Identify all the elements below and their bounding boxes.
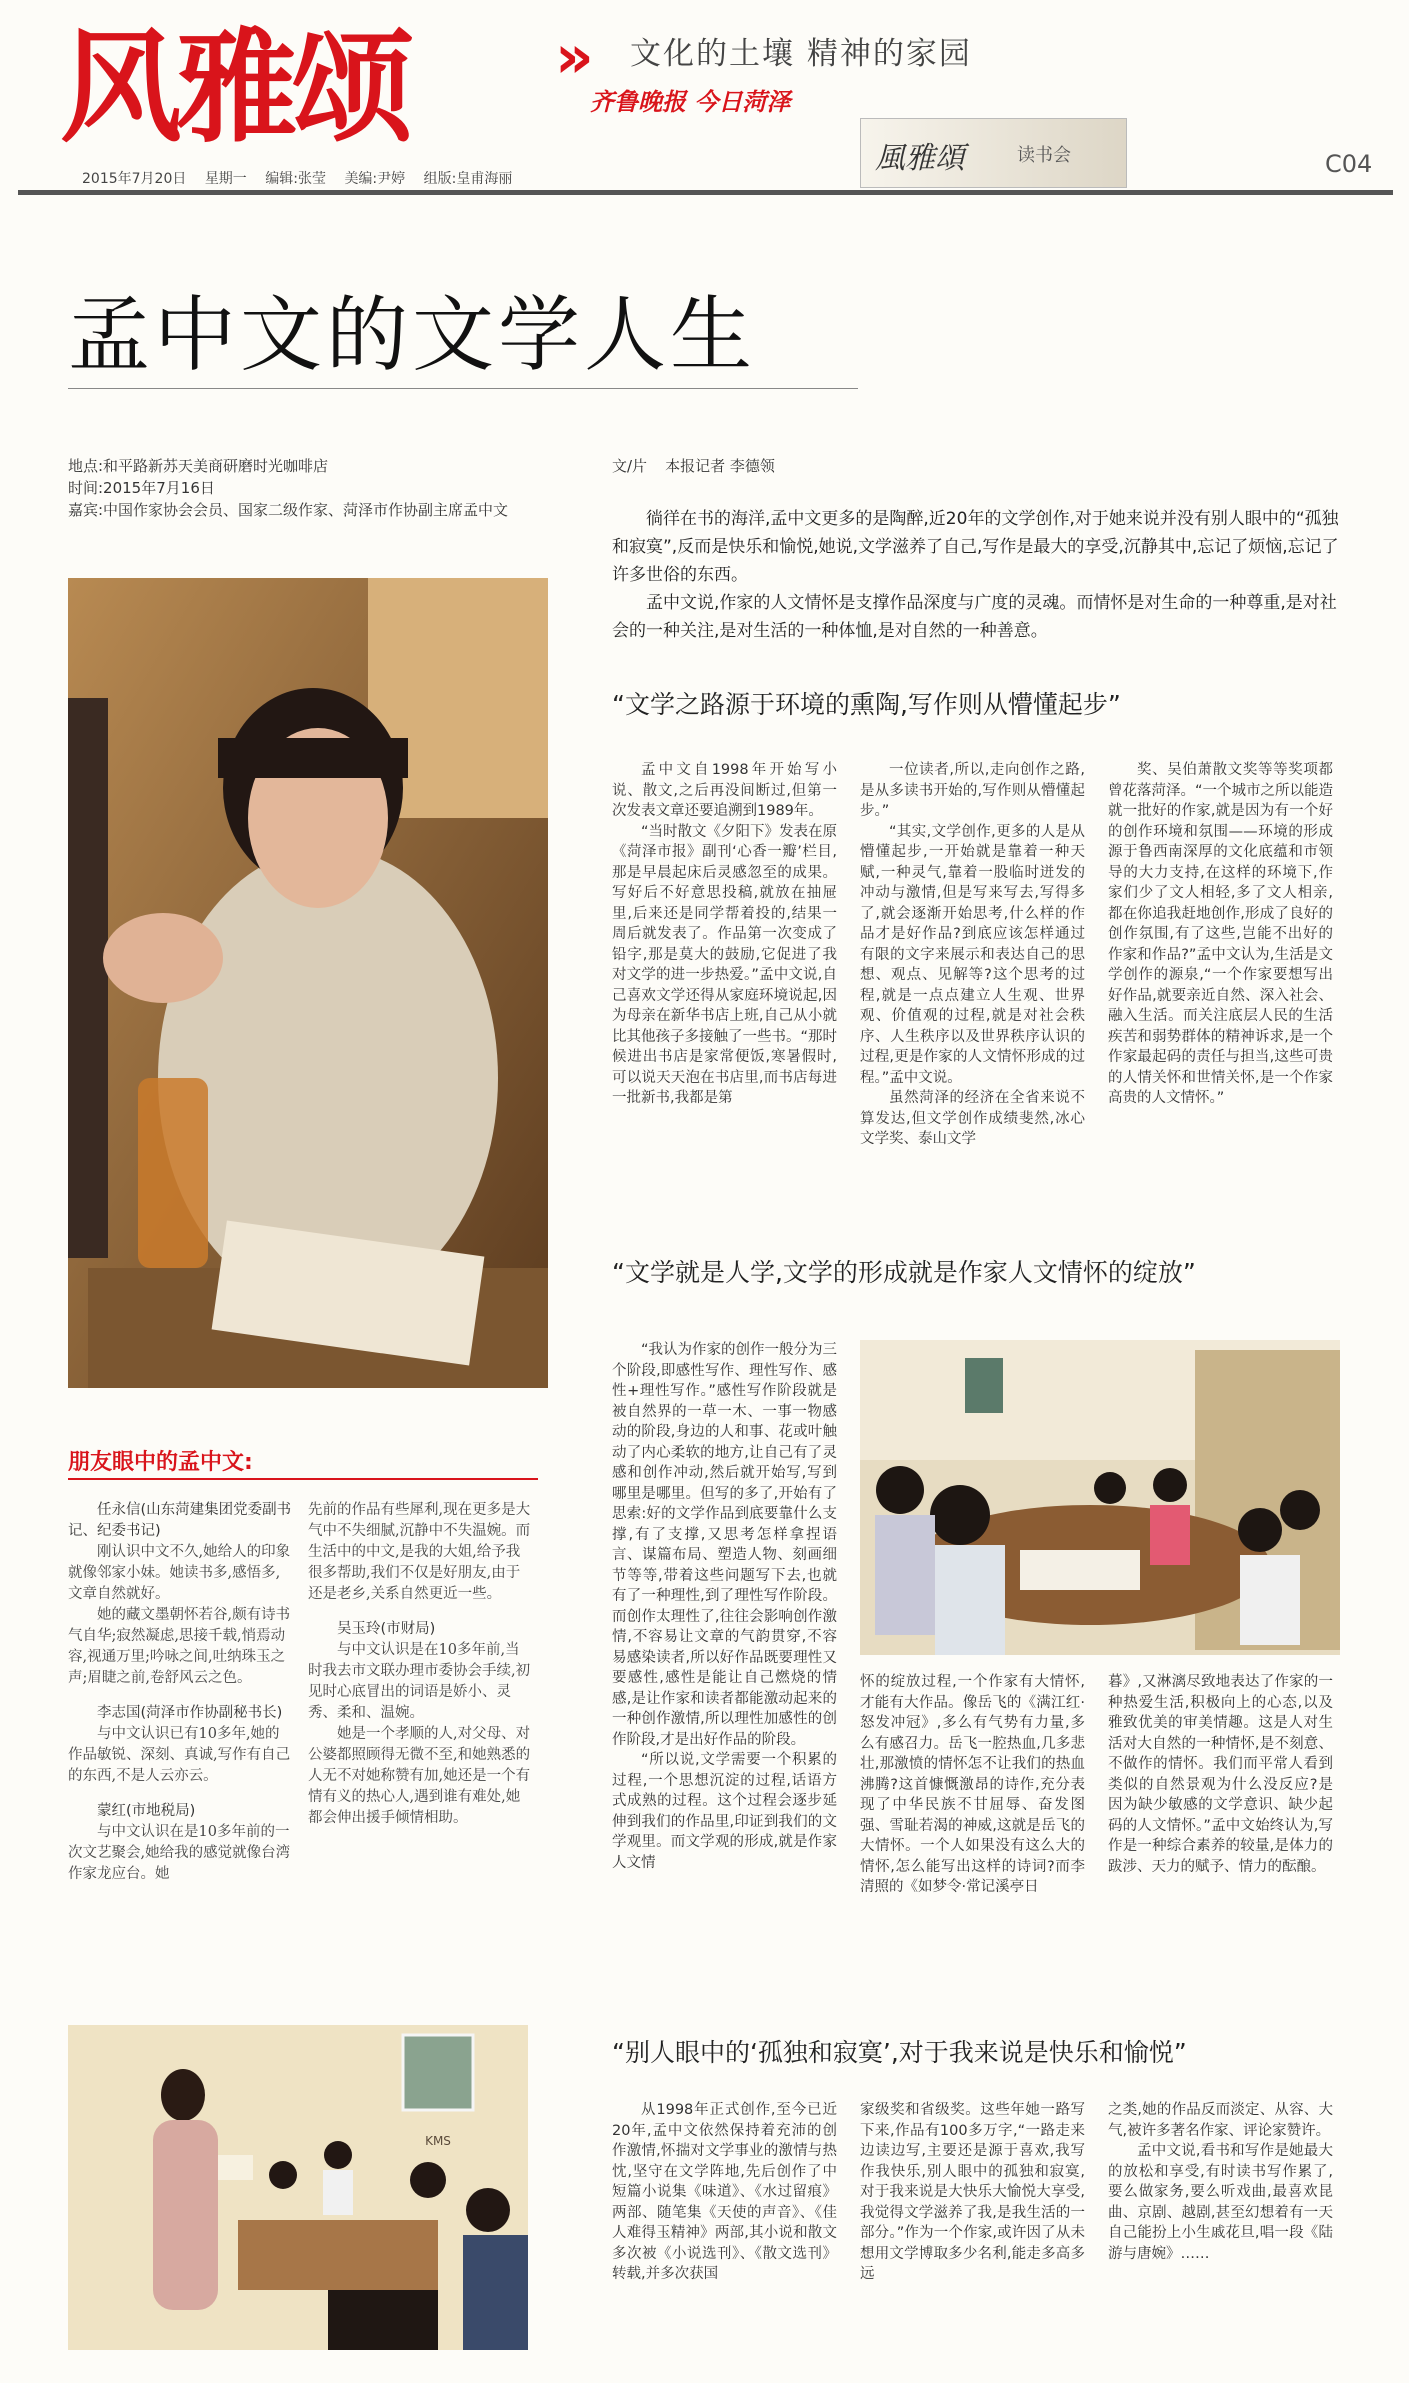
paragraph: 虽然菏泽的经济在全省来说不算发达,但文学创作成绩斐然,冰心文学奖、泰山文学 — [860, 1090, 1085, 1147]
section-heading: “文学就是人学,文学的形成就是作家人文情怀的绽放” — [612, 1258, 1196, 1287]
friend-quote: 她的藏文墨朝怀若谷,颇有诗书气自华;寂然凝虑,思接千载,悄焉动容,视通万里;吟咏之间,吐纳珠玉之声;眉睫之前,卷舒风云之色。 — [68, 1607, 291, 1686]
section-heading: “文学之路源于环境的熏陶,写作则从懵懂起步” — [612, 690, 1121, 719]
paragraph: 孟中文自1998年开始写小说、散文,之后再没间断过,但第一次发表文章还要追溯到1989年。 — [612, 762, 837, 819]
masthead-rule — [18, 190, 1393, 195]
byline — [612, 455, 775, 476]
paragraph: 一位读者,所以,走向创作之路,是从多读书开始的,写作则从懵懂起步。” — [860, 762, 1085, 819]
meeting-photo-image — [860, 1340, 1340, 1655]
intro-paragraph: 徜徉在书的海洋,孟中文更多的是陶醉,近20年的文学创作,对于她来说并没有别人眼中的“孤独和寂寞”,反而是快乐和愉悦,她说,文学滋养了自己,写作是最大的享受,沉静其中,忘记了烦恼,忘记了许多世俗的东西。 — [612, 509, 1339, 585]
issue-weekday: 星期一 — [204, 171, 247, 187]
reading-club-subtitle: 读书会 — [1017, 145, 1071, 166]
friend-quote: 她是一个孝顺的人,对父母、对公婆都照顾得无微不至,和她熟悉的人无不对她称赞有加,她还是一个有情有义的热心人,遇到谁有难处,她都会伸出援手倾情相助。 — [308, 1726, 531, 1826]
paragraph: 家级奖和省级奖。这些年她一路写下来,作品有100多万字,“一路走来边读边写,主要还是源于喜欢,我写作我快乐,别人眼中的孤独和寂寞,对于我来说是大快乐大愉悦大享受,我觉得文学滋养了我,是我生活的一部分。”作为一个作家,或许因了从未想用文学博取多少名利,能走多高多远 — [860, 2102, 1085, 2282]
paragraph: 孟中文说,看书和写作是她最大的放松和享受,有时读书写作累了,要么做家务,要么听戏曲,最喜欢昆曲、京剧、越剧,甚至幻想着有一天自己能扮上小生戚花旦,唱一段《陆游与唐婉》…… — [1108, 2143, 1333, 2262]
section-3-column — [860, 2100, 1085, 2285]
issue-date: 2015年7月20日 — [82, 171, 187, 187]
friends-column — [68, 1500, 293, 1885]
masthead-logo: 风雅颂 — [60, 15, 408, 159]
paragraph: “其实,文学创作,更多的人是从懵懂起步,一开始就是靠着一种天赋,一种灵气,靠着一股临时迸发的冲动与激情,但是写来写去,写得多了,就会逐渐开始思考,什么样的作品才是好作品?到底应该怎样通过有限的文字来展示和表达自己的思想、观点、见解等?这个思考的过程,就是一点点建立人生观、世界观、价值观的过程,就是对社会秩序、人生秩序以及世界秩序认识的过程,更是作家的人文情怀形成的过程。”孟中文说。 — [860, 823, 1085, 1086]
paragraph: 暮》,又淋漓尽致地表达了作家的一种热爱生活,积极向上的心态,以及雅致优美的审美情趣。这是人对生活对大自然的一种情怀,是不刻意、不做作的情怀。我们而平常人看到类似的自然景观为什么没反应?是因为缺少敏感的文学意识、缺少起码的人文情怀。”孟中文始终认为,写作是一种综合素养的较量,是体力的跋涉、天力的赋予、情力的酝酿。 — [1108, 1674, 1333, 1875]
section-2-column — [1108, 1672, 1333, 1877]
friend-quote: 先前的作品有些犀利,现在更多是大气中不失细腻,沉静中不失温婉。而生活中的中文,是我的大姐,给予我很多帮助,我们不仅是好朋友,由于还是老乡,关系自然更近一些。 — [308, 1502, 531, 1602]
portrait-photo — [68, 578, 548, 1388]
friends-title: 朋友眼中的孟中文: — [68, 1450, 253, 1475]
paragraph: “我认为作家的创作一般分为三个阶段,即感性写作、理性写作、感性+理性写作。”感性写作阶段就是被自然界的一草一木、一事一物感动的阶段,身边的人和事、花或叶触动了内心柔软的地方,让自己有了灵感和创作冲动,然后就开始写,写到哪里是哪里。但写的多了,开始有了思索:好的文学作品到底要靠什么支撑,有了支撑,又思考怎样拿捏语言、谋篇布局、塑造人物、刻画细节等等,带着这些问题写下去,也就有了一种理性,到了理性写作阶段。而创作太理性了,往往会影响创作激情,不容易让文章的气韵贯穿,不容易感染读者,所以好作品既要理性又要感性,感性是能让自己燃烧的情感,是让作家和读者都能激动起来的一种创作激情,所以理性加感性的创作阶段,才是出好作品的阶段。 — [612, 1342, 838, 1748]
byline-label: 文/片 — [612, 457, 648, 475]
issue-designer: 美编:尹婷 — [344, 171, 406, 187]
paragraph: “所以说,文学需要一个积累的过程,一个思想沉淀的过程,话语方式成熟的过程。这个过程会逐步延伸到我们的作品里,印证到我们的文学观里。而文学观的形成,就是作家人文情 — [612, 1752, 837, 1871]
reading-club-title: 風雅頌 — [875, 141, 965, 176]
section-1-column — [860, 760, 1085, 1150]
section-3-column — [1108, 2100, 1333, 2264]
friend-quote: 刚认识中文不久,她给人的印象就像邻家小妹。她读书多,感悟多,文章自然就好。 — [68, 1544, 291, 1602]
headline-rule — [68, 388, 858, 389]
page-number: C04 — [1325, 150, 1373, 178]
page-title: 孟中文的文学人生 — [68, 288, 757, 383]
friend-quote: 与中文认识在是10多年前的一次文艺聚会,她给我的感觉就像台湾作家龙应台。她 — [68, 1824, 291, 1882]
paragraph: “当时散文《夕阳下》发表在原《菏泽市报》副刊‘心香一瓣’栏目,那是早晨起床后灵感忽至的成果。写好后不好意思投稿,就放在抽屉里,后来还是同学帮着投的,结果一周后就发表了。作品第一次变成了铅字,那是莫大的鼓励,它促进了我对文学的进一步热爱。”孟中文说,自己喜欢文学还得从家庭环境说起,因为母亲在新华书店上班,自己从小就比其他孩子多接触了一些书。“那时候进出书店是家常便饭,寒暑假时,可以说天天泡在书店里,而书店每进一批新书,我都是第 — [612, 823, 838, 1106]
friends-rule — [68, 1478, 538, 1480]
event-place: 地点:和平路新苏天美商研磨时光咖啡店 — [68, 457, 329, 475]
reading-club-banner — [860, 118, 1127, 188]
meeting-photo — [860, 1340, 1340, 1655]
friends-column — [308, 1500, 533, 1829]
section-1-column — [612, 760, 837, 1109]
section-3-column — [612, 2100, 837, 2285]
portrait-photo-image — [68, 578, 548, 1388]
reading-session-photo — [68, 2025, 528, 2350]
intro — [612, 505, 1342, 645]
section-heading: “别人眼中的‘孤独和寂寞’,对于我来说是快乐和愉悦” — [612, 2038, 1187, 2067]
issue-editor: 编辑:张莹 — [265, 171, 326, 187]
wall-sign-text: KMS — [425, 2134, 451, 2148]
event-time: 时间:2015年7月16日 — [68, 479, 215, 497]
paragraph: 怀的绽放过程,一个作家有大情怀,才能有大作品。像岳飞的《满江红·怒发冲冠》,多么有气势有力量,多么有感召力。岳飞一腔热血,几多悲壮,那激愤的情怀怎不让我们的热血沸腾?这首慷慨激昂的诗作,充分表现了中华民族不甘屈辱、奋发图强、雪耻若渴的神威,这就是岳飞的大情怀。一个人如果没有这么大的情怀,怎么能写出这样的诗词?而李清照的《如梦令·常记溪亭日 — [860, 1674, 1085, 1895]
friend-name: 任永信(山东菏建集团党委副书记、纪委书记) — [68, 1502, 292, 1539]
friend-name: 蒙红(市地税局) — [97, 1803, 196, 1819]
chevron-icon: » — [555, 22, 594, 92]
byline-reporters: 本报记者 李德领 — [665, 457, 775, 475]
masthead-slogan: 文化的土壤 精神的家园 — [630, 36, 972, 72]
intro-paragraph: 孟中文说,作家的人文情怀是支撑作品深度与广度的灵魂。而情怀是对生命的一种尊重,是对社会的一种关注,是对生活的一种体恤,是对自然的一种善意。 — [612, 593, 1337, 641]
issue-meta — [82, 168, 526, 188]
friend-quote: 与中文认识是在10多年前,当时我去市文联办理市委协会手续,初见时心底冒出的词语是娇小、灵秀、柔和、温婉。 — [308, 1642, 531, 1721]
reading-session-photo-image — [68, 2025, 528, 2350]
paper-name: 齐鲁晚报 今日菏泽 — [590, 88, 791, 116]
section-1-column — [1108, 760, 1333, 1109]
paragraph: 从1998年正式创作,至今已近20年,孟中文依然保持着充沛的创作激情,怀揣对文学事业的激情与热忱,坚守在文学阵地,先后创作了中短篇小说集《味道》、《水过留痕》两部、随笔集《天使的声音》、《佳人难得玉精神》两部,其小说和散文多次被《小说选刊》、《散文选刊》转载,并多次获国 — [612, 2102, 837, 2282]
event-guest: 嘉宾:中国作家协会会员、国家二级作家、菏泽市作协副主席孟中文 — [68, 501, 509, 519]
issue-layout: 组版:皇甫海丽 — [423, 171, 513, 187]
friend-name: 李志国(菏泽市作协副秘书长) — [97, 1705, 283, 1721]
event-info — [68, 455, 508, 521]
paragraph: 奖、吴伯萧散文奖等等奖项都曾花落菏泽。“一个城市之所以能造就一批好的作家,就是因为有一个好的创作环境和氛围——环境的形成源于鲁西南深厚的文化底蕴和市领导的大力支持,在这样的环境下,作家们少了文人相轻,多了文人相亲,都在你追我赶地创作,形成了良好的创作氛围,有了这些,岂能不出好的作家和作品?”孟中文认为,生活是文学创作的源泉,“一个作家要想写出好作品,就要亲近自然、深入社会、融入生活。而关注底层人民的生活疾苦和弱势群体的精神诉求,是一个作家最起码的责任与担当,这些可贵的人情关怀和世情关怀,是一个作家高贵的人文情怀。” — [1108, 762, 1334, 1106]
friend-quote: 与中文认识已有10多年,她的作品敏锐、深刻、真诚,写作有自己的东西,不是人云亦云。 — [68, 1726, 291, 1784]
section-2-column — [860, 1672, 1085, 1898]
friend-name: 吴玉玲(市财局) — [337, 1621, 436, 1637]
section-2-column — [612, 1340, 837, 1873]
paragraph: 之类,她的作品反而淡定、从容、大气,被许多著名作家、评论家赞许。 — [1108, 2102, 1333, 2139]
